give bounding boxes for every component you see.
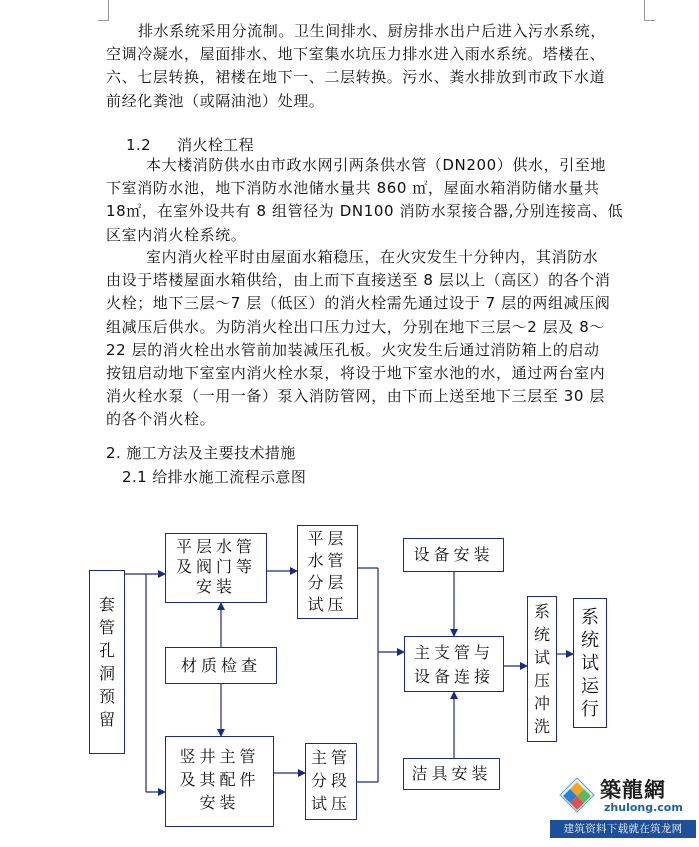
box-line: 平层 [307, 529, 348, 548]
box-char: 统 [581, 629, 599, 651]
box-char: 试 [533, 648, 550, 667]
watermark-name: 築龍網 [600, 777, 666, 802]
zhulong-logo-icon [558, 776, 596, 814]
box-char: 系 [533, 602, 550, 621]
box-char: 预 [98, 687, 115, 706]
box-char: 冲 [533, 694, 550, 713]
text-line: 前经化粪池（或隔油池）处理。 [106, 91, 325, 110]
box-line: 主支管与 [413, 643, 494, 662]
text-line: 18㎡，在室外设共有 8 组管径为 DN100 消防水泵接合器,分别连接高、低 [106, 202, 624, 221]
box-char: 套 [98, 595, 115, 614]
text-line: 组减压后供水。为防消火栓出口压力过大，分别在地下三层～2 层及 8～ [106, 317, 606, 336]
box-char: 留 [98, 710, 115, 729]
box-char: 孔 [98, 641, 115, 660]
page-corner-mark-left [98, 0, 109, 21]
box-line: 及其配件 [179, 770, 260, 789]
box-line: 分层 [307, 573, 348, 592]
box-line: 分段 [310, 771, 351, 790]
zhulong-watermark [548, 770, 698, 847]
box-sanitary-fixture-install: 洁具安装 [403, 758, 500, 790]
text-line: 空调冷凝水，屋面排水、地下室集水坑压力排水进入雨水系统。塔楼在、 [106, 45, 606, 64]
box-line: 水管 [307, 551, 348, 570]
watermark-url: zhulong.com [604, 801, 683, 814]
text-line: 22 层的消火栓出水管前加装减压孔板。火灾发生后通过消防箱上的启动 [106, 340, 600, 359]
box-line: 主管 [310, 748, 351, 767]
box-char: 管 [98, 618, 115, 637]
box-line: 平层水管 [175, 537, 256, 556]
text-line: 室内消火栓平时由屋面水箱稳压，在火灾发生十分钟内，其消防水 [146, 248, 599, 266]
box-riser-pipe-install [165, 736, 274, 827]
paragraph-hydrant-pressure [106, 246, 644, 432]
text-line: 排水系统采用分流制。卫生间排水、厨房排水出户后进入污水系统， [138, 22, 607, 40]
box-char: 压 [533, 671, 550, 690]
box-char: 行 [581, 698, 599, 720]
paragraph-hydrant-supply [106, 154, 644, 247]
page-corner-mark-right [644, 0, 655, 21]
watermark-slogan: 建筑资料下载就在筑龙网 [550, 820, 696, 838]
box-line: 及阀门等 [175, 557, 256, 576]
text-line: 火栓；地下三层～7 层（低区）的消火栓需先通过设于 7 层的两组减压阀 [106, 294, 611, 313]
paragraph-drainage [106, 20, 644, 113]
text-line: 下室消防水池，地下消防水池储水量共 860 ㎡，屋面水箱消防储水量共 [106, 179, 600, 198]
box-horizontal-pipe-install [165, 533, 267, 603]
section-title: 消火栓工程 [177, 136, 255, 154]
text-line: 按钮启动地下室室内消火栓水泵，将设于地下室水池的水，通过两台室内 [106, 364, 606, 383]
box-system-pressure-test-flush [527, 596, 557, 742]
box-main-branch-equipment-connection [404, 636, 504, 692]
box-char: 系 [581, 606, 599, 628]
text-line: 本大楼消防供水由市政水网引两条供水管（DN200）供水，引至地 [146, 156, 607, 174]
box-line: 安装 [195, 577, 236, 596]
box-char: 洞 [98, 664, 115, 683]
text-line: 由设于塔楼屋面水箱供给，由上而下直接送至 8 层以上（高区）的各个消 [106, 271, 611, 290]
text-line: 区室内消火栓系统。 [106, 225, 247, 244]
box-equipment-install: 设备安装 [403, 538, 504, 572]
section-heading-2: 2. 施工方法及主要技术措施 [106, 444, 296, 462]
box-line: 试压 [310, 794, 351, 813]
box-sleeve-hole-reservation [89, 570, 125, 754]
box-system-trial-run [573, 598, 607, 728]
section-number: 1.2 [126, 136, 152, 154]
box-material-inspection: 材质检查 [165, 647, 277, 684]
box-line: 设备连接 [413, 667, 494, 686]
box-horizontal-pressure-test [297, 525, 358, 619]
text-line: 六、七层转换，裙楼在地下一、二层转换。污水、粪水排放到市政下水道 [106, 68, 606, 87]
text-line: 消火栓水泵（一用一备）泵入消防管网，由下而上送至地下三层至 30 层 [106, 387, 606, 406]
box-char: 统 [533, 625, 550, 644]
section-heading-2-1: 2.1 给排水施工流程示意图 [122, 468, 307, 486]
box-char: 洗 [533, 717, 550, 736]
box-char: 运 [581, 675, 599, 697]
box-line: 竖井主管 [179, 747, 260, 766]
section-heading-1-2 [126, 134, 254, 155]
box-line: 安装 [199, 793, 240, 812]
box-main-segment-pressure-test [305, 743, 357, 820]
text-line: 的各个消火栓。 [106, 410, 216, 429]
box-char: 试 [581, 652, 599, 674]
box-line: 试压 [307, 595, 348, 614]
